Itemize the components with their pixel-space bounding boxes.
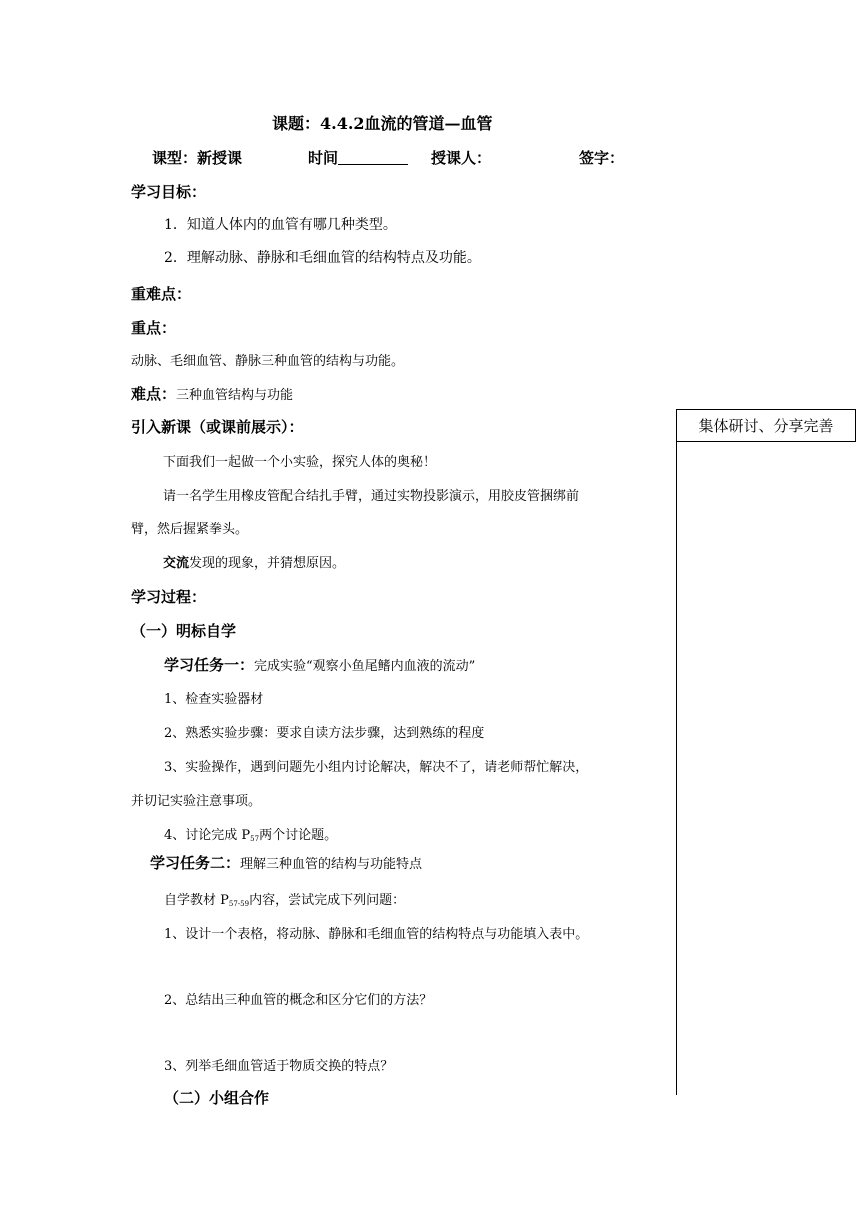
section-heading: （二）小组合作 — [164, 1089, 270, 1107]
task2-intro-pre: 自学教材 P — [164, 893, 229, 908]
task1-text: 完成实验“观察小鱼尾鳍内血液的流动” — [254, 659, 476, 674]
task1-item: 1、检查实验器材 — [164, 692, 264, 707]
task1-item: 3、实验操作，遇到问题先小组内讨论解决，解决不了，请老师帮忙解决， — [164, 760, 589, 775]
task1-item4-post: 两个讨论题。 — [259, 828, 338, 843]
intro-paragraph — [163, 552, 345, 571]
task2-intro — [164, 889, 405, 908]
page-subscript: 57 — [250, 835, 260, 843]
section-heading: （一）明标自学 — [131, 622, 237, 640]
sign-label: 签字： — [579, 149, 625, 167]
task2-item: 3、列举毛细血管适于物质交换的特点？ — [164, 1059, 394, 1074]
lesson-type: 课型：新授课 — [152, 149, 243, 167]
objectives-heading: 学习目标： — [131, 183, 207, 201]
intro-paragraph: 臂，然后握紧拳头。 — [131, 522, 249, 537]
objective-item: 2．理解动脉、静脉和毛细血管的结构特点及功能。 — [164, 250, 481, 266]
difficult-label: 难点： — [131, 385, 177, 403]
task1-item: 2、熟悉实验步骤：要求自读方法步骤，达到熟练的程度 — [164, 726, 485, 741]
intro-exchange-text: 发现的现象，并猜想原因。 — [189, 556, 346, 571]
difficult-line — [131, 383, 293, 404]
task2-item: 1、设计一个表格，将动脉、静脉和毛细血管的结构特点与功能填入表中。 — [164, 927, 589, 942]
process-heading: 学习过程： — [131, 588, 207, 606]
side-column-divider — [676, 441, 677, 1095]
objective-item: 1．知道人体内的血管有哪几种类型。 — [164, 217, 397, 233]
side-column-label: 集体研讨、分享完善 — [698, 417, 834, 435]
task1-label: 学习任务一： — [164, 656, 255, 674]
task2-item: 2、总结出三种血管的概念和区分它们的方法？ — [164, 993, 433, 1008]
page-title: 课题：4.4.2血流的管道—血管 — [272, 114, 493, 133]
time-label: 时间 — [308, 149, 339, 167]
difficult-text: 三种血管结构与功能 — [176, 388, 294, 403]
side-column-header — [676, 409, 856, 442]
intro-paragraph: 请一名学生用橡皮管配合结扎手臂，通过实物投影演示，用胶皮管捆绑前 — [163, 489, 580, 504]
intro-heading: 引入新课（或课前展示）： — [131, 418, 304, 436]
page-subscript: 57-59 — [228, 900, 250, 908]
task1-item — [164, 824, 337, 843]
key-label: 重点： — [131, 319, 177, 337]
task1-line — [164, 654, 475, 675]
intro-paragraph: 下面我们一起做一个小实验，探究人体的奥秘！ — [163, 455, 437, 470]
time-blank — [338, 150, 408, 165]
intro-exchange-bold: 交流 — [163, 556, 190, 571]
task2-line — [150, 852, 422, 873]
teacher-label: 授课人： — [431, 149, 492, 167]
time-field — [308, 147, 408, 168]
task2-label: 学习任务二： — [150, 854, 241, 872]
task2-text: 理解三种血管的结构与功能特点 — [240, 857, 423, 872]
key-text: 动脉、毛细血管、静脉三种血管的结构与功能。 — [131, 354, 405, 369]
key-points-heading: 重难点： — [131, 285, 192, 303]
task1-item4-pre: 4、讨论完成 P — [164, 828, 251, 843]
task2-intro-post: 内容，尝试完成下列问题： — [249, 893, 406, 908]
task1-item: 并切记实验注意事项。 — [131, 794, 262, 809]
